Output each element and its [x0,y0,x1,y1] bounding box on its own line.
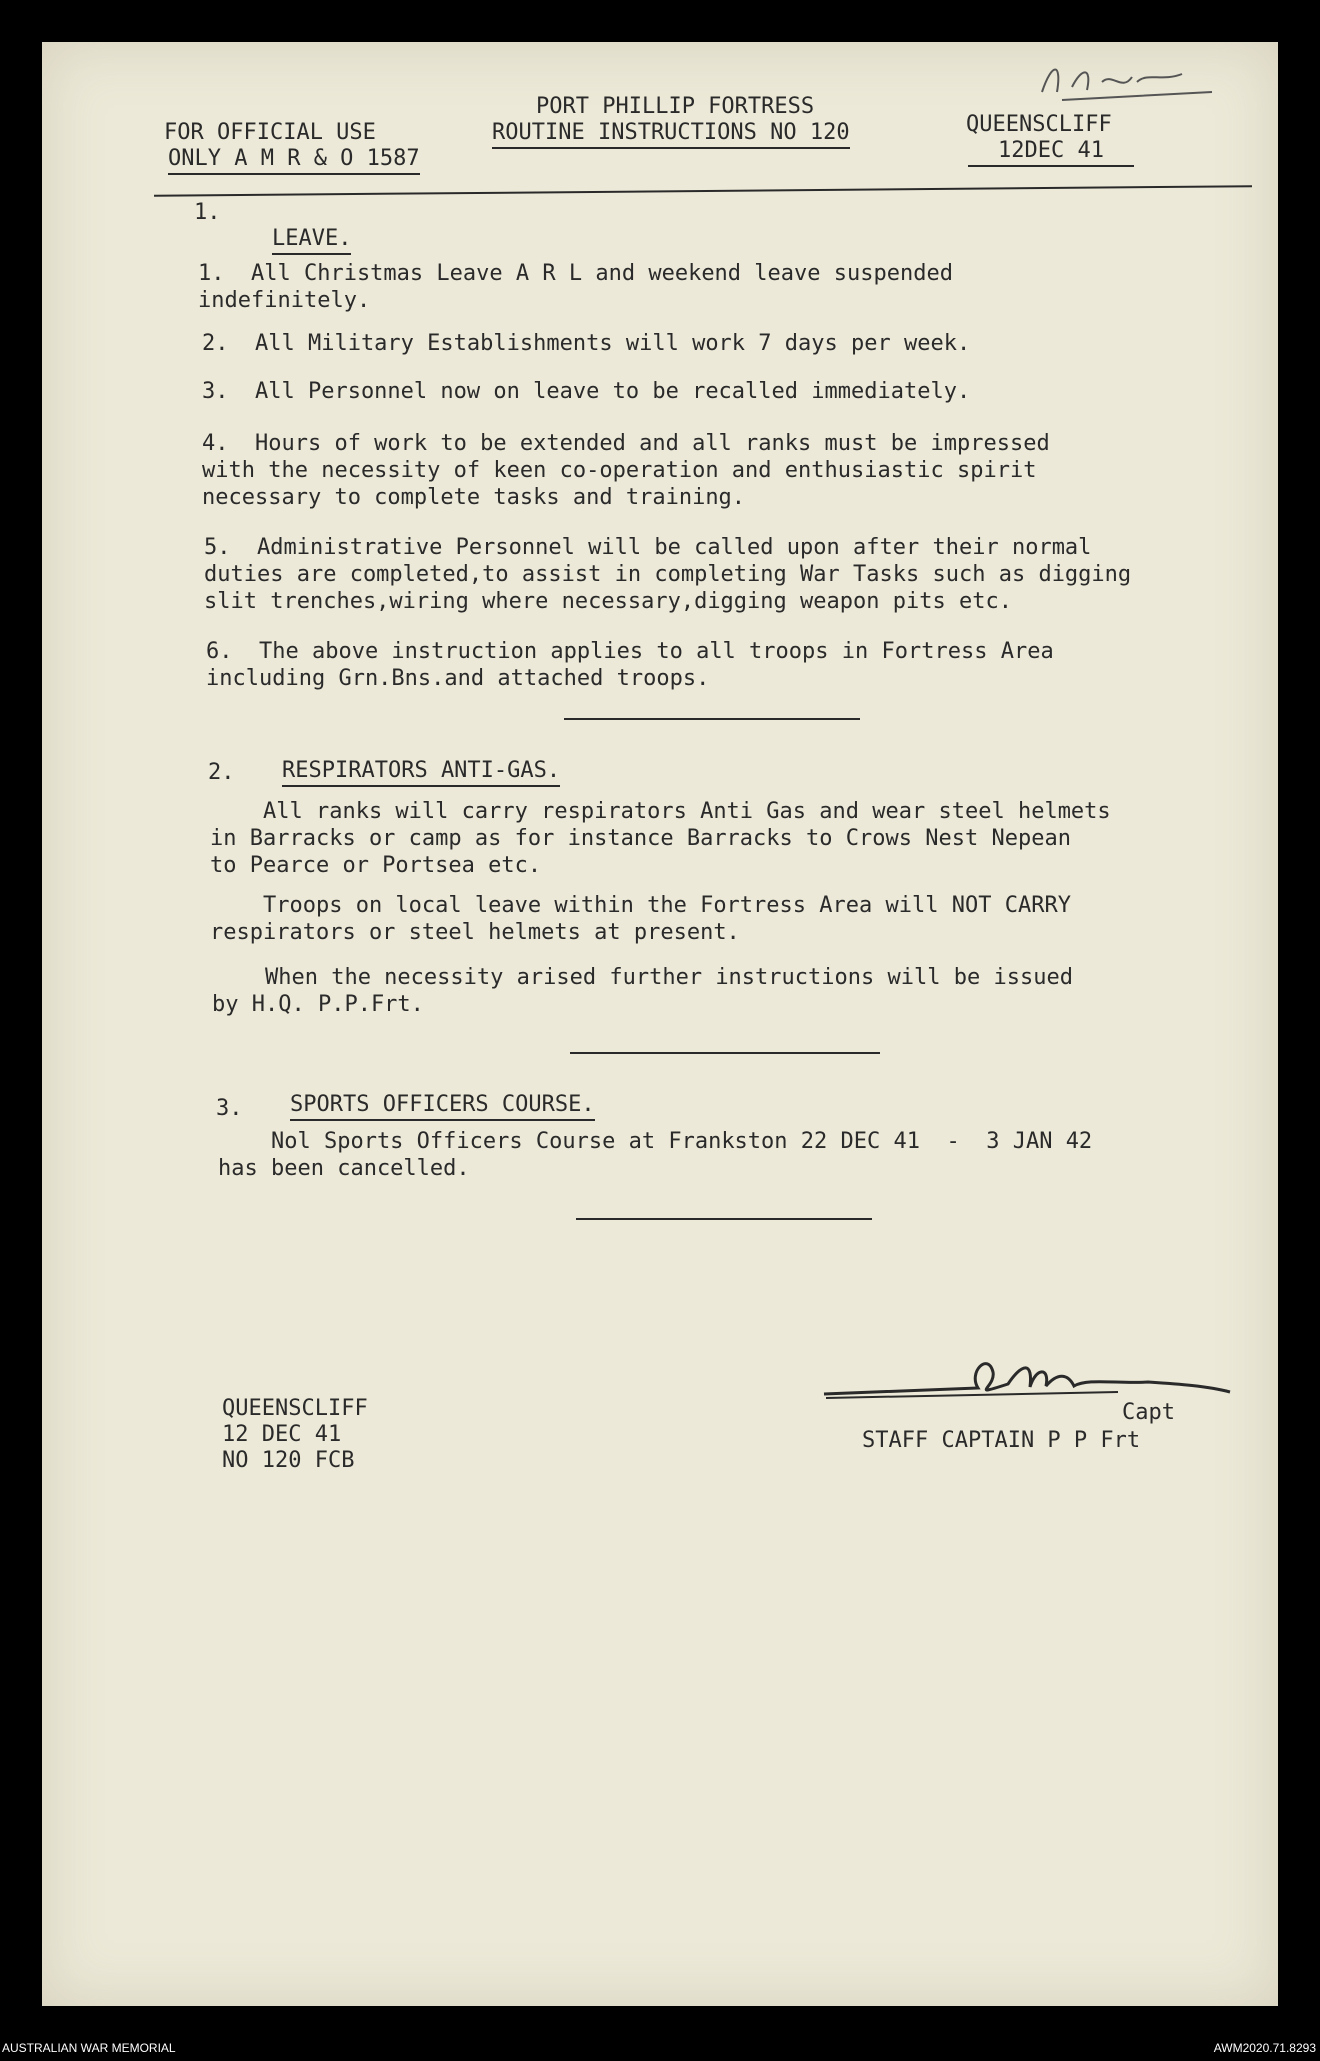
header-center-line2: ROUTINE INSTRUCTIONS NO 120 [492,120,850,149]
section1-end-rule [564,718,860,720]
header-left-line1: FOR OFFICIAL USE [164,120,376,145]
section3-number: 3. [216,1096,243,1121]
closing-ref: NO 120 FCB [222,1448,355,1473]
closing-place: QUEENSCLIFF [222,1396,368,1421]
header-center-line1: PORT PHILLIP FORTRESS [536,94,815,119]
section2-number: 2. [208,760,235,785]
section3-paragraph-1: Nol Sports Officers Course at Frankston 22 DEC 41 - 3 JAN 42 has been cancelled. [218,1129,1093,1181]
section1-item-2: 2. All Military Establishments will work 7 days per week. [202,331,971,356]
header-divider [154,185,1252,197]
header-right-line1: QUEENSCLIFF [966,112,1112,137]
section1-heading: LEAVE. [272,226,351,255]
section1-item-6: 6. The above instruction applies to all troops in Fortress Area including Grn.Bns.and attached troops. [206,639,1054,691]
handwritten-initials [1022,52,1222,112]
signatory-title: STAFF CAPTAIN P P Frt [862,1428,1141,1453]
section1-number: 1. [194,200,221,225]
closing-date: 12 DEC 41 [222,1422,342,1447]
header-right-line2: 12DEC 41 [968,138,1134,167]
archive-footer [0,2019,1320,2061]
section2-paragraph-3: When the necessity arised further instructions will be issued by H.Q. P.P.Frt. [212,965,1073,1017]
section1-item-5: 5. Administrative Personnel will be called upon after their normal duties are completed,to assist in completing War Tasks such as digging slit trenches,wiring where necessary,digging weapon pits etc. [204,535,1132,614]
section3-end-rule [576,1218,872,1220]
signatory-rank: Capt [1122,1400,1175,1425]
signature [818,1342,1238,1422]
section1-item-4: 4. Hours of work to be extended and all ranks must be impressed with the necessity of keen co-operation and enthusiastic spirit necessary to complete tasks and training. [202,431,1050,510]
section2-end-rule [570,1052,880,1054]
footer-left: AUSTRALIAN WAR MEMORIAL [2,2041,176,2055]
header-left-line2: ONLY A M R & O 1587 [168,146,420,175]
document-page [42,42,1278,2006]
section2-paragraph-1: All ranks will carry respirators Anti Gas and wear steel helmets in Barracks or camp as for instance Barracks to Crows Nest Nepean to Pearce or Portsea etc. [210,799,1111,878]
section1-item-1: 1. All Christmas Leave A R L and weekend leave suspended indefinitely. [198,261,953,313]
section2-paragraph-2: Troops on local leave within the Fortress Area will NOT CARRY respirators or steel helmets at present. [210,893,1071,945]
section3-heading: SPORTS OFFICERS COURSE. [290,1092,595,1121]
section2-heading: RESPIRATORS ANTI-GAS. [282,758,560,787]
section1-item-3: 3. All Personnel now on leave to be recalled immediately. [202,379,971,404]
footer-right: AWM2020.71.8293 [1213,2041,1316,2055]
